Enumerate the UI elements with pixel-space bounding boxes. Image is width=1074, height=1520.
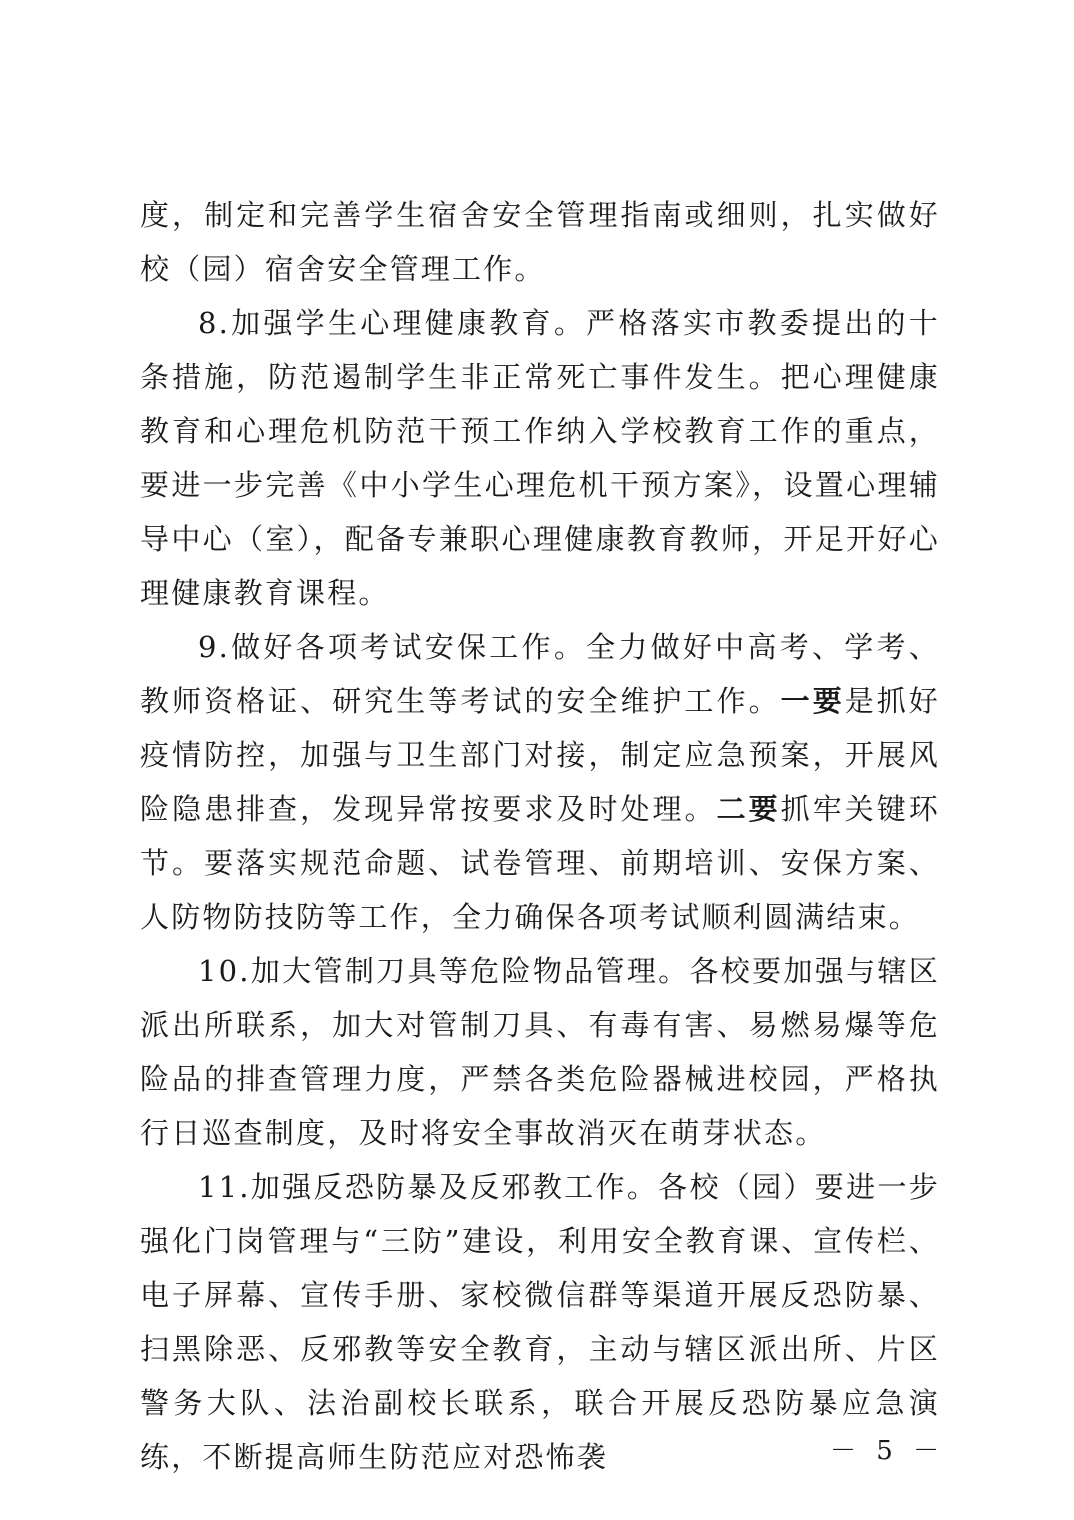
paragraph-11-anti-terrorism [140,1160,940,1484]
paragraph-10-dangerous-items [140,944,940,1160]
paragraph-text: 10.加大管制刀具等危险物品管理。各校要加强与辖区派出所联系，加大对管制刀具、有毒有害、易燃易爆等危险品的排查管理力度，严禁各类危险器械进校园，严格执行日巡查制度，及时将安全事故消灭在萌芽状态。 [140,954,940,1150]
paragraph-text: 抓牢关键环节。要落实规范命题、试卷管理、前期培训、安保方案、人防物防技防等工作，全力确保各项考试顺利圆满结束。 [140,792,940,934]
body-text [140,188,940,1484]
paragraph-text: 9.做好各项考试安保工作。全力做好中高考、学考、教师资格证、研究生等考试的安全维护工作。 [140,630,940,718]
paragraph-8-psychological-health [140,296,940,620]
page-number: － 5 － [830,1436,946,1466]
paragraph-9-exam-security [140,620,940,944]
paragraph-7-continued [140,188,940,296]
emphasis-second-requirement: 二要 [716,792,781,826]
paragraph-text: 是抓好疫情防控，加强与卫生部门对接，制定应急预案，开展风险隐患排查，发现异常按要求及时处理。 [140,684,940,826]
paragraph-text: 度，制定和完善学生宿舍安全管理指南或细则，扎实做好校（园）宿舍安全管理工作。 [140,198,940,286]
emphasis-first-requirement: 一要 [780,684,845,718]
paragraph-text: 11.加强反恐防暴及反邪教工作。各校（园）要进一步强化门岗管理与“三防”建设，利用安全教育课、宣传栏、电子屏幕、宣传手册、家校微信群等渠道开展反恐防暴、扫黑除恶、反邪教等安全教育，主动与辖区派出所、片区警务大队、法治副校长联系，联合开展反恐防暴应急演练，不断提高师生防范应对恐怖袭 [140,1170,940,1474]
paragraph-text: 8.加强学生心理健康教育。严格落实市教委提出的十条措施，防范遏制学生非正常死亡事件发生。把心理健康教育和心理危机防范干预工作纳入学校教育工作的重点，要进一步完善《中小学生心理危机干预方案》，设置心理辅导中心（室），配备专兼职心理健康教育教师，开足开好心理健康教育课程。 [140,306,940,610]
